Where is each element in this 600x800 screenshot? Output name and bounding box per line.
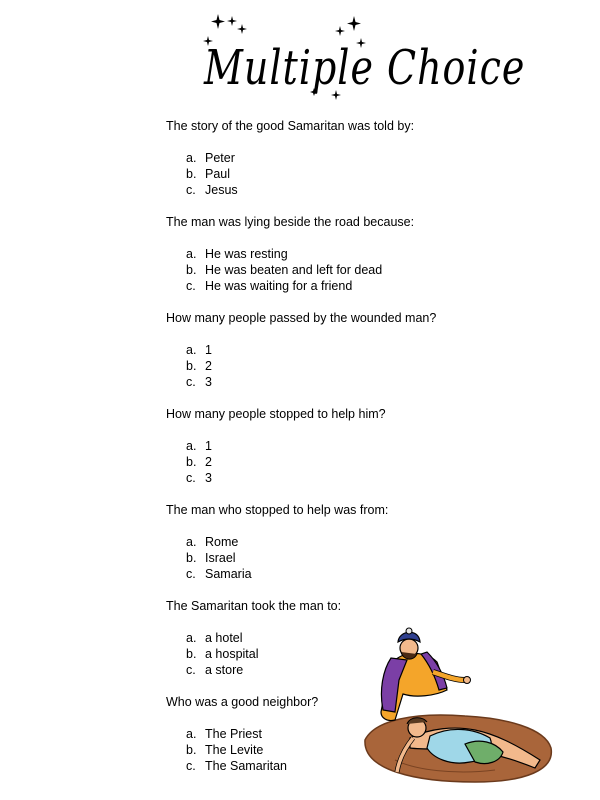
answer-options	[186, 438, 586, 486]
option-letter: c.	[186, 279, 196, 293]
answer-option	[186, 166, 586, 182]
question-text: The Samaritan took the man to:	[166, 599, 342, 613]
option-letter: a.	[186, 343, 197, 357]
option-letter: a.	[186, 727, 197, 741]
option-letter: c.	[186, 759, 196, 773]
option-text: 3	[205, 471, 212, 485]
option-letter: a.	[186, 247, 197, 261]
option-text: The Priest	[205, 727, 262, 741]
option-text: He was waiting for a friend	[205, 279, 353, 293]
option-letter: c.	[186, 663, 196, 677]
answer-option	[186, 550, 586, 566]
option-text: Samaria	[205, 567, 252, 581]
answer-options	[186, 342, 586, 390]
question-text: The man who stopped to help was from:	[166, 503, 389, 517]
option-letter: b.	[186, 359, 197, 373]
option-text: Rome	[205, 535, 239, 549]
question-text: How many people stopped to help him?	[166, 407, 386, 421]
answer-option	[186, 246, 586, 262]
option-text: 2	[205, 359, 212, 373]
question-text: The story of the good Samaritan was told by:	[166, 119, 415, 133]
answer-option	[186, 534, 586, 550]
option-text: The Samaritan	[205, 759, 287, 773]
answer-options	[186, 246, 586, 294]
option-text: Peter	[205, 151, 235, 165]
question-block	[166, 118, 586, 198]
answer-option	[186, 566, 586, 582]
answer-option	[186, 342, 586, 358]
answer-option	[186, 374, 586, 390]
option-letter: b.	[186, 167, 197, 181]
answer-options	[186, 534, 586, 582]
option-text: He was resting	[205, 247, 288, 261]
option-text: a store	[205, 663, 244, 677]
answer-option	[186, 470, 586, 486]
option-letter: c.	[186, 567, 196, 581]
option-text: He was beaten and left for dead	[205, 263, 383, 277]
good-samaritan-illustration	[355, 620, 555, 785]
answer-options	[186, 150, 586, 198]
answer-option	[186, 454, 586, 470]
option-text: The Levite	[205, 743, 264, 757]
option-letter: c.	[186, 471, 196, 485]
option-letter: a.	[186, 439, 197, 453]
option-text: Paul	[205, 167, 231, 181]
option-letter: b.	[186, 647, 197, 661]
answer-option	[186, 438, 586, 454]
option-letter: a.	[186, 535, 197, 549]
option-text: Israel	[205, 551, 236, 565]
option-text: 1	[205, 439, 212, 453]
answer-option	[186, 278, 586, 294]
option-letter: b.	[186, 263, 197, 277]
question-block	[166, 502, 586, 582]
good-samaritan-clipart-icon	[355, 620, 555, 785]
answer-option	[186, 150, 586, 166]
answer-option	[186, 358, 586, 374]
question-text: How many people passed by the wounded man?	[166, 311, 437, 325]
option-letter: b.	[186, 455, 197, 469]
option-letter: c.	[186, 183, 196, 197]
answer-option	[186, 182, 586, 198]
question-block	[166, 406, 586, 486]
option-text: 2	[205, 455, 212, 469]
question-text: Who was a good neighbor?	[166, 695, 319, 709]
option-text: 1	[205, 343, 212, 357]
option-text: a hospital	[205, 647, 259, 661]
option-text: 3	[205, 375, 212, 389]
title-banner	[196, 10, 526, 110]
page-title: Multiple Choice	[204, 40, 526, 95]
answer-option	[186, 262, 586, 278]
option-text: Jesus	[205, 183, 238, 197]
question-text: The man was lying beside the road because:	[166, 215, 415, 229]
question-block	[166, 310, 586, 390]
option-letter: b.	[186, 743, 197, 757]
option-letter: b.	[186, 551, 197, 565]
question-block	[166, 214, 586, 294]
option-letter: c.	[186, 375, 196, 389]
option-letter: a.	[186, 631, 197, 645]
option-letter: a.	[186, 151, 197, 165]
option-text: a hotel	[205, 631, 243, 645]
